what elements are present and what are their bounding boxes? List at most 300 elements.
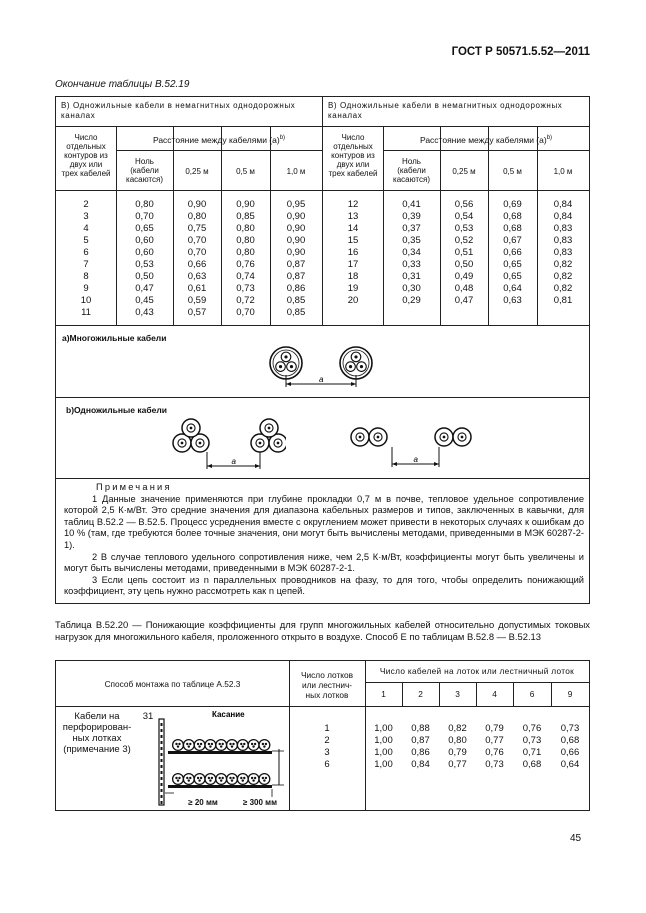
table-cell: 0,82 — [553, 259, 573, 270]
col-header-line: касаются) — [126, 175, 163, 184]
tray-cable — [183, 774, 194, 785]
table-cell: 0,65 — [503, 259, 522, 270]
note-2: 2 В случае теплового удельного сопротивления ниже, чем 2,5 К·м/Вт, коэффициенты могут быть увеличены и могут быть вычислены методами, приведенными в МЭК 60287-2-1. — [64, 551, 584, 574]
tray-cable — [227, 774, 238, 785]
tray-cable-core — [220, 745, 222, 747]
row-header-left — [56, 133, 116, 178]
dimension-label: a — [319, 375, 324, 384]
table-cell: 0,47 — [454, 295, 474, 306]
tray-cable-core — [229, 777, 231, 779]
tray-shelf — [168, 751, 272, 754]
table-cell: 0,73 — [236, 283, 255, 294]
table-cell: 4 — [83, 223, 89, 234]
table-cell: 0,87 — [286, 259, 306, 270]
table-cell: 2 — [83, 199, 89, 210]
table-cell: 0,80 — [236, 247, 255, 258]
note-1: 1 Данные значение применяются при глубине прокладки 0,7 м в почве, тепловое удельное сопротивление которой 2,5 К·м/Вт. Это средние значения для диапазона кабельных размеров и типов, заключенных в кавычки, для таблиц В.52.2 — В.52.5. Процесс усреднения вместе с округлением может привести в некоторых случаях к ошибкам до 10 % (там, где требуются более точные значения, они могут быть вычислены методами, приведенными в МЭК 60287-2-1). — [64, 493, 584, 550]
tray-cable-core — [232, 777, 234, 779]
distance-header-text: Расстояние между кабелями (a) — [152, 134, 280, 145]
single-cable-center — [190, 427, 193, 430]
dimension-arrow — [351, 382, 356, 386]
table-cell: 0,90 — [286, 211, 306, 222]
tray-cable — [205, 740, 216, 751]
tray-cable — [216, 740, 227, 751]
tray-cable-core — [188, 779, 190, 781]
table-cell: 0,50 — [135, 271, 154, 282]
row-header-line: Число — [74, 133, 98, 142]
rule-line — [383, 150, 589, 151]
tray-cable — [194, 740, 205, 751]
col-header-line: (кабели — [130, 166, 159, 175]
table-cell: 0,68 — [503, 211, 522, 222]
table-cell: 0,52 — [454, 235, 474, 246]
tray-cable-core — [262, 777, 264, 779]
cable-count-header: 9 — [567, 689, 573, 699]
col-header-method: Способ монтажа по таблице А.52.3 — [104, 679, 241, 689]
tray-cable-core — [198, 745, 200, 747]
tray-cable-core — [251, 743, 253, 745]
table-cell: 0,67 — [503, 235, 522, 246]
table-cell: 18 — [347, 271, 359, 282]
tray-cable-core — [265, 743, 267, 745]
tray-cable-core — [209, 779, 211, 781]
col-header-line: 0,25 м — [185, 167, 209, 176]
table-cell: 0,60 — [135, 247, 154, 258]
tray-cable-core — [197, 777, 199, 779]
tray-cable-core — [252, 745, 254, 747]
row-label — [56, 711, 138, 755]
rule-line — [365, 682, 589, 683]
cable-core-center — [284, 355, 287, 358]
note-3: 3 Если цепь состоит из n параллельных проводников на фазу, то для того, чтобы определить понижающий коэффициент, эту цепь нужно рассмотреть как n цепей. — [64, 574, 584, 597]
table-cell: 1,00 — [374, 735, 393, 746]
col-header-line: Ноль — [402, 157, 421, 166]
distance-header-right — [383, 134, 589, 145]
table-cell: 0,66 — [187, 259, 207, 270]
table-cell: 0,90 — [286, 223, 306, 234]
tray-cable-core — [251, 777, 253, 779]
table-cell: 0,50 — [454, 259, 474, 270]
table-cell: 0,66 — [503, 247, 522, 258]
table-cell: 0,53 — [135, 259, 154, 270]
tray-cable-core — [220, 779, 222, 781]
tray-cable-core — [186, 777, 188, 779]
tray-cable-core — [177, 745, 179, 747]
table-b52-20 — [55, 660, 590, 811]
tray-cable — [237, 774, 248, 785]
tray-cable-core — [242, 745, 244, 747]
single-cable-center — [268, 427, 271, 430]
table-cell: 1,00 — [374, 747, 393, 758]
table-cell: 0,57 — [187, 307, 207, 318]
tray-cable-core — [178, 743, 180, 745]
dim-300-label: ≥ 300 мм — [242, 798, 278, 807]
table-cell: 0,80 — [187, 211, 207, 222]
row-label-line: Кабели на — [74, 711, 120, 722]
tray-shelf — [168, 785, 272, 788]
row-header-line: трех кабелей — [328, 169, 378, 178]
tray-wall-perforation — [161, 783, 163, 786]
table-cell: 0,90 — [286, 247, 306, 258]
section-title-left: B) Одножильные кабели в немагнитных однодорожных каналах — [61, 101, 296, 120]
tray-wall-perforation — [161, 789, 163, 792]
tray-cable-core — [178, 777, 180, 779]
table-cell: 6 — [83, 247, 89, 258]
single-cable-center — [443, 436, 446, 439]
table-cell: 0,60 — [135, 235, 154, 246]
tray-cable — [248, 740, 259, 751]
cable-count-header: 6 — [529, 689, 535, 699]
tray-cable — [194, 774, 205, 785]
tray-cable-core — [231, 745, 233, 747]
tray-cable-core — [240, 743, 242, 745]
single-cable-center — [259, 442, 262, 445]
tray-top-label: Касание — [212, 710, 245, 719]
col-header-trays-line: ных лотков — [305, 690, 349, 700]
tray-cable — [237, 740, 248, 751]
table-cell: 0,79 — [448, 747, 467, 758]
tray-cable-core — [243, 777, 245, 779]
table-cell: 0,73 — [522, 735, 542, 746]
rule-line — [56, 478, 589, 479]
table-cell: 1,00 — [374, 723, 393, 734]
row-header-line: контуров из — [331, 151, 375, 160]
table-cell: 0,82 — [448, 723, 467, 734]
table-cell: 0,84 — [553, 199, 573, 210]
table-cell: 0,65 — [135, 223, 154, 234]
tray-cable-core — [186, 743, 188, 745]
table-cell: 0,80 — [135, 199, 154, 210]
table-cell: 0,77 — [485, 735, 504, 746]
dimension-label: a — [231, 457, 236, 466]
table-cell: 0,48 — [454, 283, 474, 294]
figure-a-diagram — [261, 335, 381, 393]
col-header-line: 1,0 м — [286, 167, 306, 176]
col-header-left-2 — [221, 167, 270, 176]
tray-cable-core — [209, 745, 211, 747]
tray-cable-core — [222, 777, 224, 779]
table-cell: 0,80 — [448, 735, 467, 746]
tray-cable-core — [175, 743, 177, 745]
tray-wall-perforation — [161, 777, 163, 780]
table-cell: 0,71 — [522, 747, 542, 758]
table-cell: 0,70 — [236, 307, 255, 318]
tray-cable-core — [240, 777, 242, 779]
tray-cable-core — [177, 779, 179, 781]
table-cell: 0,82 — [553, 283, 573, 294]
table-cell: 0,37 — [402, 223, 421, 234]
table-cell: 0,69 — [503, 199, 522, 210]
tray-wall-perforation — [161, 765, 163, 768]
tray-cable-core — [222, 743, 224, 745]
table-cell: 0,63 — [187, 271, 207, 282]
tray-wall-perforation — [161, 801, 163, 804]
figure-b-flat-diagram — [346, 415, 476, 477]
tray-cable-core — [252, 779, 254, 781]
table-b52-19 — [55, 96, 590, 604]
table-cell: 0,77 — [448, 759, 467, 770]
table-cell: 0,74 — [236, 271, 255, 282]
table-cell: 0,87 — [286, 271, 306, 282]
tray-cable-core — [189, 743, 191, 745]
tray-cable — [173, 774, 184, 785]
table-cell: 0,76 — [522, 723, 542, 734]
row-label-line: (примечание 3) — [63, 744, 131, 755]
dimension-label: a — [413, 455, 418, 464]
tray-cable-core — [262, 743, 264, 745]
table-cell: 0,30 — [402, 283, 421, 294]
table-cell: 0,87 — [411, 735, 430, 746]
col-header-left-3 — [270, 167, 322, 176]
tray-cable — [173, 740, 184, 751]
dimension-arrow — [207, 464, 212, 468]
table-cell: 0,53 — [454, 223, 474, 234]
table-cell: 12 — [347, 199, 359, 210]
tray-cable-core — [265, 777, 267, 779]
table-cell: 19 — [347, 283, 359, 294]
table-cell: 7 — [83, 259, 89, 270]
tray-cable-core — [211, 743, 213, 745]
col-header-cables: Число кабелей на лоток или лестничный лоток — [379, 666, 575, 676]
tray-cable — [216, 774, 227, 785]
col-header-line: Ноль — [135, 157, 154, 166]
distance-header-text: Расстояние между кабелями (a) — [419, 134, 547, 145]
notes-title: Примечания — [96, 482, 172, 492]
tray-cable-core — [229, 743, 231, 745]
table-cell: 20 — [347, 295, 359, 306]
row-label-line: ных лотках — [72, 733, 122, 744]
tray-cable-core — [211, 777, 213, 779]
col-header-right-0 — [383, 157, 440, 184]
table-cell: 0,66 — [560, 747, 580, 758]
tray-wall-perforation — [161, 753, 163, 756]
table-cell: 5 — [83, 235, 89, 246]
rule-line — [116, 150, 322, 151]
table-cell: 0,88 — [411, 723, 430, 734]
single-cable-center — [199, 442, 202, 445]
cable-count-header: 1 — [381, 689, 386, 699]
single-cable-center — [359, 436, 362, 439]
col-header-left-1 — [173, 167, 221, 176]
table-cell: 0,35 — [402, 235, 421, 246]
col-header-line: 0,5 м — [503, 167, 522, 176]
row-header-line: отдельных — [333, 142, 373, 151]
table-caption: Окончание таблицы В.52.19 — [55, 79, 190, 90]
tray-count: 2 — [324, 735, 330, 746]
table-cell: 0,80 — [236, 235, 255, 246]
tray-wall-perforation — [161, 747, 163, 750]
table-cell: 0,49 — [454, 271, 474, 282]
table-cell: 11 — [81, 307, 91, 318]
tray-diagram — [156, 709, 288, 809]
table-cell: 0,70 — [187, 247, 207, 258]
tray-cable-core — [175, 777, 177, 779]
table-cell: 0,90 — [236, 199, 255, 210]
table-cell: 0,68 — [503, 223, 522, 234]
table-cell: 0,83 — [553, 223, 573, 234]
table-cell: 8 — [83, 271, 89, 282]
table-notes — [64, 482, 584, 598]
rule-line — [56, 706, 589, 707]
cable-core-center — [349, 365, 352, 368]
tray-cable-core — [242, 779, 244, 781]
table-cell: 3 — [83, 211, 89, 222]
table-cell: 0,95 — [286, 199, 306, 210]
row-header-line: трех кабелей — [61, 169, 111, 178]
tray-wall-perforation — [161, 729, 163, 732]
table-cell: 15 — [347, 235, 359, 246]
tray-cable-core — [189, 777, 191, 779]
tray-cable-core — [254, 777, 256, 779]
tray-cable-core — [197, 743, 199, 745]
figure-b-trefoil-diagram — [156, 405, 286, 477]
table-cell: 0,51 — [454, 247, 474, 258]
tray-count: 1 — [324, 723, 330, 734]
dimension-arrow — [286, 382, 291, 386]
distance-header-sup: b) — [279, 135, 286, 141]
table-cell: 0,84 — [553, 211, 573, 222]
col-header-right-2 — [488, 167, 537, 176]
table-cell: 0,90 — [286, 235, 306, 246]
distance-header-left — [116, 134, 322, 145]
tray-cable-core — [219, 743, 221, 745]
table-cell: 0,45 — [135, 295, 154, 306]
table-cell: 0,61 — [187, 283, 207, 294]
table-cell: 9 — [83, 283, 89, 294]
row-header-line: контуров из — [64, 151, 108, 160]
tray-cable — [227, 740, 238, 751]
tray-cable-core — [231, 779, 233, 781]
tray-wall-perforation — [161, 723, 163, 726]
single-cable-center — [461, 436, 464, 439]
row-header-line: двух или — [69, 160, 103, 169]
col-header-line: 0,25 м — [452, 167, 476, 176]
table-cell: 0,54 — [454, 211, 474, 222]
table-cell: 0,70 — [187, 235, 207, 246]
table-cell: 0,73 — [560, 723, 580, 734]
dim-20-label: ≥ 20 мм — [188, 798, 218, 807]
table-cell: 17 — [347, 259, 359, 270]
tray-wall-perforation — [161, 759, 163, 762]
col-header-line: (кабели — [397, 166, 426, 175]
cable-core-center — [290, 365, 293, 368]
table-cell: 0,86 — [411, 747, 430, 758]
tray-wall-perforation — [161, 741, 163, 744]
table-cell: 0,31 — [402, 271, 421, 282]
col-header-line: 1,0 м — [553, 167, 573, 176]
row-header-line: двух или — [336, 160, 370, 169]
tray-cable-core — [254, 743, 256, 745]
cable-core-center — [279, 365, 282, 368]
cable-count-header: 2 — [418, 689, 423, 699]
row-header-right — [323, 133, 383, 178]
rule-line — [56, 397, 589, 398]
table-cell: 0,85 — [286, 295, 306, 306]
table-cell: 0,33 — [402, 259, 421, 270]
table-cell: 0,84 — [411, 759, 430, 770]
table-cell: 0,79 — [485, 723, 504, 734]
tray-cable — [248, 774, 259, 785]
tray-cable-core — [188, 745, 190, 747]
table-cell: 0,68 — [522, 759, 542, 770]
table-cell: 0,73 — [485, 759, 504, 770]
table-cell: 0,29 — [402, 295, 421, 306]
table-cell: 0,80 — [236, 223, 255, 234]
table-cell: 0,47 — [135, 283, 154, 294]
table-cell: 0,64 — [503, 283, 522, 294]
table-cell: 0,76 — [236, 259, 255, 270]
col-header-left-0 — [116, 157, 173, 184]
table-cell: 0,85 — [286, 307, 306, 318]
single-cable-center — [181, 442, 184, 445]
tray-wall-perforation — [161, 795, 163, 798]
tray-cable-core — [243, 743, 245, 745]
figure-b-label: b)Одножильные кабели — [66, 405, 167, 415]
table-cell: 10 — [80, 295, 92, 306]
single-cable-center — [377, 436, 380, 439]
tray-cable-core — [200, 777, 202, 779]
table-cell: 0,56 — [454, 199, 474, 210]
table-cell: 0,83 — [553, 235, 573, 246]
table-cell: 0,64 — [560, 759, 580, 770]
col-header-trays — [289, 670, 365, 700]
tray-wall-perforation — [161, 735, 163, 738]
tray-cable-core — [208, 777, 210, 779]
distance-header-sup: b) — [546, 135, 553, 141]
col-header-trays-line: Число лотков — [300, 670, 354, 680]
table-cell: 0,86 — [286, 283, 306, 294]
tray-wall-perforation — [161, 771, 163, 774]
tray-count: 6 — [324, 759, 330, 770]
table-cell: 0,76 — [485, 747, 504, 758]
table-cell: 0,70 — [135, 211, 154, 222]
single-cable-center — [277, 442, 280, 445]
tray-cable-core — [200, 743, 202, 745]
tray-cable-core — [263, 779, 265, 781]
table-cell: 0,90 — [187, 199, 207, 210]
table-cell: 14 — [347, 223, 359, 234]
table-cell: 0,65 — [503, 271, 522, 282]
table-cell: 0,41 — [402, 199, 421, 210]
table-cell: 0,85 — [236, 211, 255, 222]
tray-cable-core — [198, 779, 200, 781]
col-header-line: касаются) — [393, 175, 430, 184]
table-b52-20-caption: Таблица В.52.20 — Понижающие коэффициенты для групп многожильных кабелей относительно допустимых токовых нагрузок для многожильного кабеля, проложенного открыто в воздухе. Способ Е по таблицам В.52.8 — В.52.13 — [55, 619, 590, 642]
standard-header: ГОСТ Р 50571.5.52—2011 — [451, 46, 590, 58]
section-title-right: B) Одножильные кабели в немагнитных однодорожных каналах — [328, 101, 563, 120]
cable-count-header: 4 — [492, 689, 497, 699]
table-cell: 0,59 — [187, 295, 207, 306]
col-header-right-1 — [440, 167, 488, 176]
tray-cable — [183, 740, 194, 751]
table-cell: 13 — [347, 211, 359, 222]
table-cell: 0,72 — [236, 295, 255, 306]
tray-cable-core — [263, 745, 265, 747]
rule-line — [56, 325, 589, 326]
tray-cable-core — [208, 743, 210, 745]
table-cell: 1,00 — [374, 759, 393, 770]
col-header-trays-line: или лестнич- — [301, 680, 353, 690]
table-cell: 16 — [347, 247, 359, 258]
col-header-line: 0,5 м — [236, 167, 255, 176]
cable-core-center — [354, 355, 357, 358]
dimension-arrow — [392, 462, 397, 466]
table-cell: 0,81 — [553, 295, 573, 306]
table-cell: 0,68 — [560, 735, 580, 746]
table-cell: 0,43 — [135, 307, 154, 318]
table-cell: 0,75 — [187, 223, 207, 234]
tray-cable-core — [219, 777, 221, 779]
